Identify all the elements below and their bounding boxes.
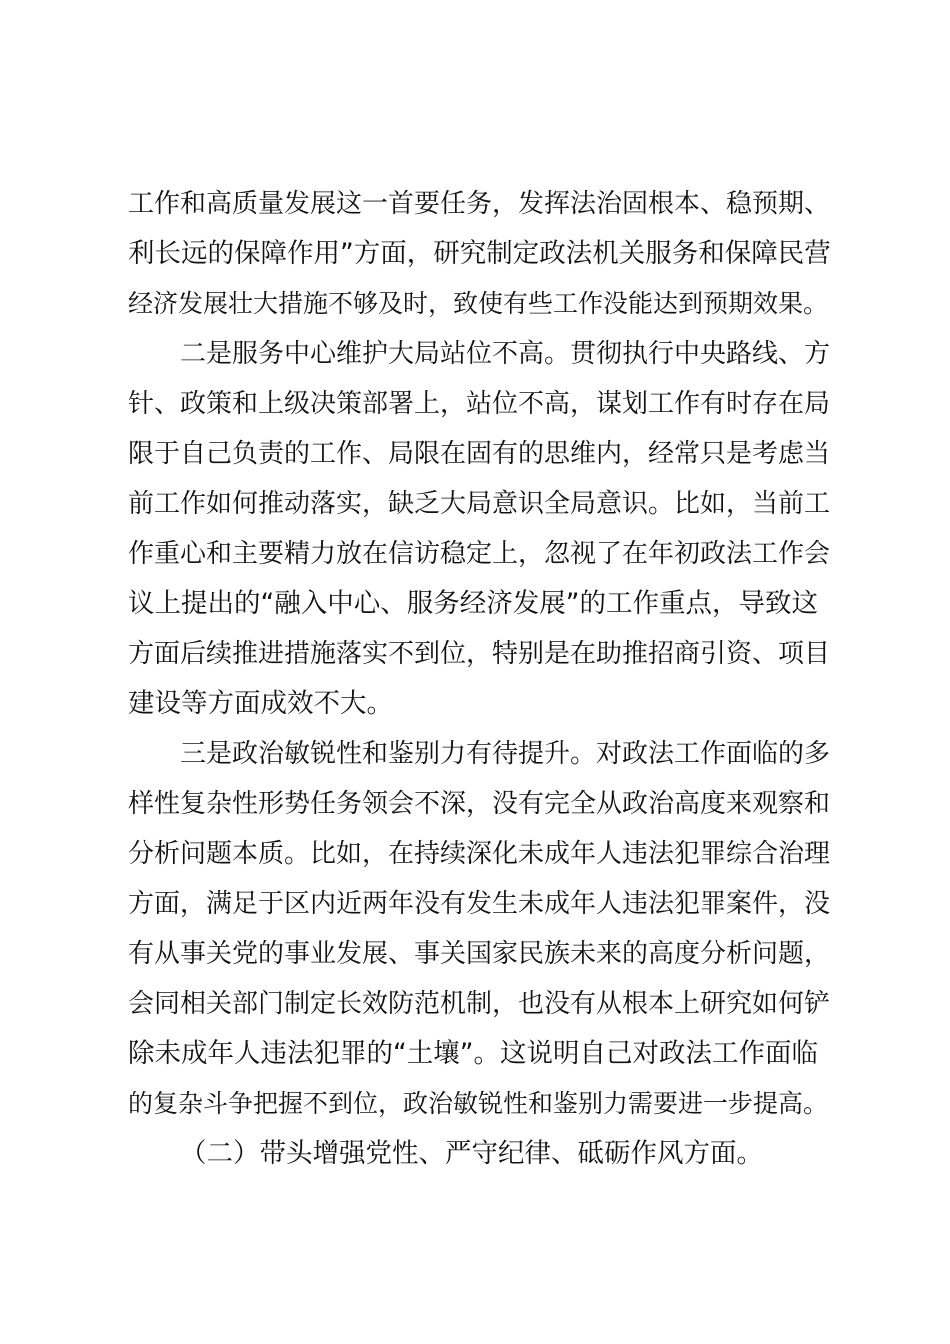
text-line: 会同相关部门制定长效防范机制，也没有从根本上研究如何铲 bbox=[128, 989, 831, 1019]
text-line: 前工作如何推动落实，缺乏大局意识全局意识。比如，当前工 bbox=[128, 489, 831, 519]
text-line: 除未成年人违法犯罪的“土壤”。这说明自己对政法工作面临 bbox=[128, 1038, 818, 1069]
section-heading: （二）带头增强党性、严守纪律、砥砺作风方面。 bbox=[180, 1138, 763, 1169]
text-line: 工作和高质量发展这一首要任务，发挥法治固根本、稳预期、 bbox=[128, 189, 831, 219]
text-line: 方面后续推进措施落实不到位，特别是在助推招商引资、项目 bbox=[128, 639, 831, 669]
text-line: 作重心和主要精力放在信访稳定上，忽视了在年初政法工作会 bbox=[128, 539, 831, 569]
text-line: 经济发展壮大措施不够及时，致使有些工作没能达到预期效果。 bbox=[128, 289, 829, 318]
paragraph-first-line: 三是政治敏锐性和鉴别力有待提升。对政法工作面临的多 bbox=[180, 739, 831, 769]
text-line: 限于自己负责的工作、局限在固有的思维内，经常只是考虑当 bbox=[128, 439, 831, 469]
text-line: 利长远的保障作用”方面，研究制定政法机关服务和保障民营 bbox=[128, 238, 831, 269]
text-line: 样性复杂性形势任务领会不深，没有完全从政治高度来观察和 bbox=[128, 789, 831, 819]
text-line: 有从事关党的事业发展、事关国家民族未来的高度分析问题， bbox=[128, 939, 831, 969]
text-line: 建设等方面成效不大。 bbox=[128, 688, 393, 719]
text-line: 方面，满足于区内近两年没有发生未成年人违法犯罪案件，没 bbox=[128, 889, 831, 919]
paragraph-first-line: 二是服务中心维护大局站位不高。贯彻执行中央路线、方 bbox=[180, 339, 831, 369]
text-line: 议上提出的“融入中心、服务经济发展”的工作重点，导致这 bbox=[128, 588, 818, 619]
text-line: 的复杂斗争把握不到位，政治敏锐性和鉴别力需要进一步提高。 bbox=[128, 1089, 829, 1118]
text-line: 分析问题本质。比如，在持续深化未成年人违法犯罪综合治理 bbox=[128, 839, 831, 869]
text-line: 针、政策和上级决策部署上，站位不高，谋划工作有时存在局 bbox=[128, 389, 831, 419]
